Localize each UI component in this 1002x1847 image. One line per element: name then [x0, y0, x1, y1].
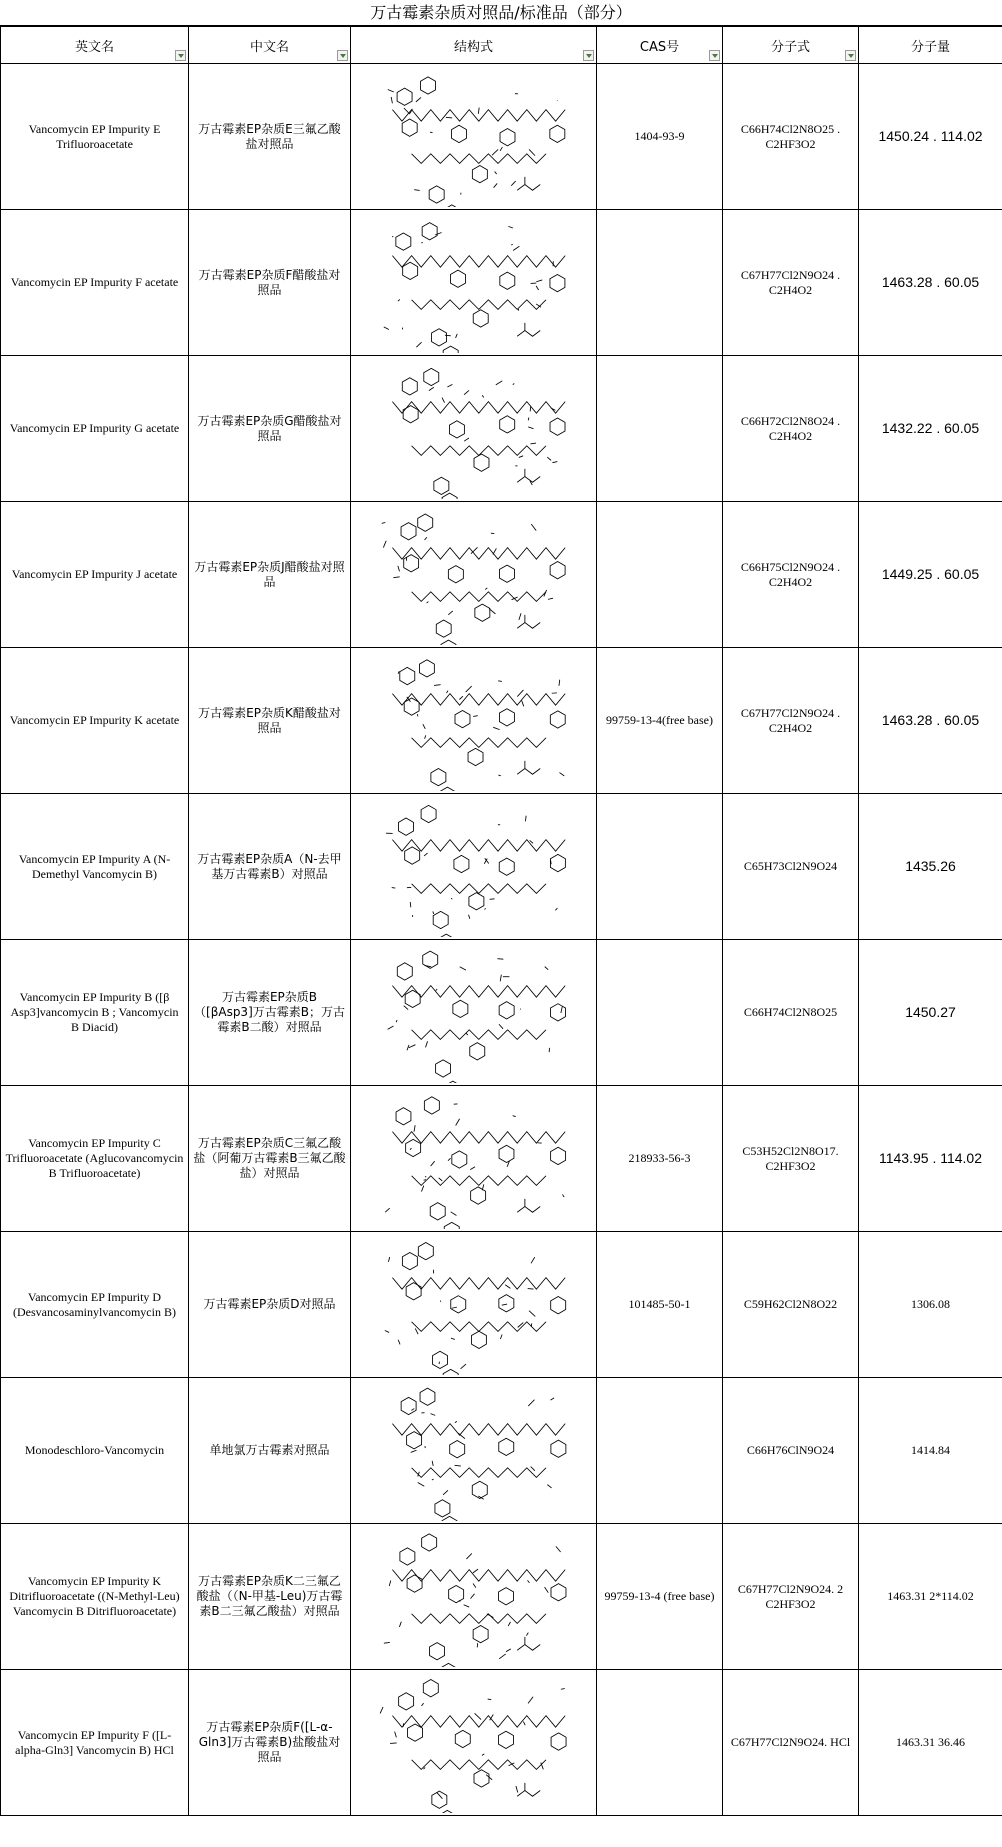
chinese-name-cell[interactable]: 万古霉素EP杂质D对照品: [189, 1232, 351, 1378]
impurity-table: [0, 26, 1002, 1816]
formula-cell[interactable]: C67H77Cl2N9O24 . C2H4O2: [723, 648, 859, 794]
filter-dropdown-icon[interactable]: [583, 50, 594, 61]
cas-cell[interactable]: 1404-93-9: [597, 64, 723, 210]
cas-cell[interactable]: 99759-13-4 (free base): [597, 1524, 723, 1670]
column-header-cas: [597, 27, 723, 64]
header-label: 分子式: [770, 39, 810, 55]
column-header-molecular-weight: [859, 27, 1002, 64]
table-row: [1, 356, 1002, 502]
cas-cell[interactable]: [597, 794, 723, 940]
table-row: [1, 210, 1002, 356]
english-name-cell[interactable]: Vancomycin EP Impurity G acetate: [1, 356, 189, 502]
molecular-weight-cell[interactable]: 1463.31 36.46: [859, 1670, 1002, 1816]
formula-cell[interactable]: C67H77Cl2N9O24. HCl: [723, 1670, 859, 1816]
chemical-structure-image: [354, 359, 594, 499]
formula-cell[interactable]: C59H62Cl2N8O22: [723, 1232, 859, 1378]
table-row: [1, 1524, 1002, 1670]
chinese-name-cell[interactable]: 万古霉素EP杂质F([L-α-Gln3]万古霉素B)盐酸盐对照品: [189, 1670, 351, 1816]
table-row: [1, 940, 1002, 1086]
english-name-cell[interactable]: Vancomycin EP Impurity F ([L-alpha-Gln3] Vancomycin B) HCl: [1, 1670, 189, 1816]
english-name-cell[interactable]: Vancomycin EP Impurity K Ditrifluoroacetate ((N-Methyl-Leu) Vancomycin B Ditrifluoroacetate): [1, 1524, 189, 1670]
cas-cell[interactable]: [597, 356, 723, 502]
chemical-structure-image: [354, 651, 594, 791]
formula-cell[interactable]: C65H73Cl2N9O24: [723, 794, 859, 940]
chemical-structure-image: [354, 1527, 594, 1667]
column-header-formula: [723, 27, 859, 64]
structure-cell[interactable]: [351, 794, 597, 940]
filter-dropdown-icon[interactable]: [709, 50, 720, 61]
english-name-cell[interactable]: Vancomycin EP Impurity C Trifluoroacetate (Aglucovancomycin B Trifluoroacetate): [1, 1086, 189, 1232]
chinese-name-cell[interactable]: 万古霉素EP杂质A（N-去甲基万古霉素B）对照品: [189, 794, 351, 940]
structure-cell[interactable]: [351, 1232, 597, 1378]
chemical-structure-image: [354, 505, 594, 645]
cas-cell[interactable]: 101485-50-1: [597, 1232, 723, 1378]
english-name-cell[interactable]: Vancomycin EP Impurity B ([β Asp3]vancomycin B ; Vancomycin B Diacid): [1, 940, 189, 1086]
structure-cell[interactable]: [351, 502, 597, 648]
filter-dropdown-icon[interactable]: [337, 50, 348, 61]
formula-cell[interactable]: C66H74Cl2N8O25: [723, 940, 859, 1086]
chinese-name-cell[interactable]: 万古霉素EP杂质C三氟乙酸盐（阿葡万古霉素B三氟乙酸盐）对照品: [189, 1086, 351, 1232]
cas-cell[interactable]: [597, 1670, 723, 1816]
header-label: 分子量: [910, 39, 950, 55]
chemical-structure-image: [354, 67, 594, 207]
table-row: [1, 64, 1002, 210]
filter-dropdown-icon[interactable]: [845, 50, 856, 61]
column-header-chinese-name: [189, 27, 351, 64]
cas-cell[interactable]: [597, 940, 723, 1086]
formula-cell[interactable]: C66H72Cl2N8O24 . C2H4O2: [723, 356, 859, 502]
chinese-name-cell[interactable]: 万古霉素EP杂质J醋酸盐对照品: [189, 502, 351, 648]
header-row: [1, 27, 1002, 64]
chemical-structure-image: [354, 1089, 594, 1229]
english-name-cell[interactable]: Monodeschloro-Vancomycin: [1, 1378, 189, 1524]
molecular-weight-cell[interactable]: 1435.26: [859, 794, 1002, 940]
chemical-structure-image: [354, 943, 594, 1083]
molecular-weight-cell[interactable]: 1463.28 . 60.05: [859, 210, 1002, 356]
formula-cell[interactable]: C53H52Cl2N8O17. C2HF3O2: [723, 1086, 859, 1232]
structure-cell[interactable]: [351, 356, 597, 502]
cas-cell[interactable]: 99759-13-4(free base): [597, 648, 723, 794]
english-name-cell[interactable]: Vancomycin EP Impurity J acetate: [1, 502, 189, 648]
english-name-cell[interactable]: Vancomycin EP Impurity A (N-Demethyl Vancomycin B): [1, 794, 189, 940]
formula-cell[interactable]: C66H74Cl2N8O25 . C2HF3O2: [723, 64, 859, 210]
structure-cell[interactable]: [351, 64, 597, 210]
chinese-name-cell[interactable]: 万古霉素EP杂质G醋酸盐对照品: [189, 356, 351, 502]
header-label: CAS号: [639, 39, 680, 55]
table-row: [1, 1086, 1002, 1232]
table-row: [1, 648, 1002, 794]
structure-cell[interactable]: [351, 1086, 597, 1232]
molecular-weight-cell[interactable]: 1463.28 . 60.05: [859, 648, 1002, 794]
structure-cell[interactable]: [351, 940, 597, 1086]
cas-cell[interactable]: [597, 502, 723, 648]
table-row: [1, 794, 1002, 940]
table-row: [1, 1378, 1002, 1524]
molecular-weight-cell[interactable]: 1306.08: [859, 1232, 1002, 1378]
structure-cell[interactable]: [351, 1670, 597, 1816]
column-header-english-name: [1, 27, 189, 64]
chinese-name-cell[interactable]: 万古霉素EP杂质K醋酸盐对照品: [189, 648, 351, 794]
table-row: [1, 1232, 1002, 1378]
chinese-name-cell[interactable]: 万古霉素EP杂质E三氟乙酸盐对照品: [189, 64, 351, 210]
table-row: [1, 502, 1002, 648]
sheet-title: 万古霉素杂质对照品/标准品（部分）: [0, 0, 1002, 26]
table-row: [1, 1670, 1002, 1816]
header-label: 结构式: [453, 39, 493, 55]
english-name-cell[interactable]: Vancomycin EP Impurity E Trifluoroacetate: [1, 64, 189, 210]
molecular-weight-cell[interactable]: 1449.25 . 60.05: [859, 502, 1002, 648]
molecular-weight-cell[interactable]: 1414.84: [859, 1378, 1002, 1524]
chemical-structure-image: [354, 1235, 594, 1375]
formula-cell[interactable]: C67H77Cl2N9O24 . C2H4O2: [723, 210, 859, 356]
chemical-structure-image: [354, 797, 594, 937]
molecular-weight-cell[interactable]: 1450.24 . 114.02: [859, 64, 1002, 210]
chemical-structure-image: [354, 1381, 594, 1521]
structure-cell[interactable]: [351, 1524, 597, 1670]
chinese-name-cell[interactable]: 万古霉素EP杂质B（[βAsp3]万古霉素B；万古霉素B二酸）对照品: [189, 940, 351, 1086]
molecular-weight-cell[interactable]: 1143.95 . 114.02: [859, 1086, 1002, 1232]
chinese-name-cell[interactable]: 万古霉素EP杂质K二三氟乙酸盐（（N-甲基-Leu)万古霉素B二三氟乙酸盐）对照品: [189, 1524, 351, 1670]
structure-cell[interactable]: [351, 210, 597, 356]
column-header-structure: [351, 27, 597, 64]
cas-cell[interactable]: 218933-56-3: [597, 1086, 723, 1232]
formula-cell[interactable]: C66H76ClN9O24: [723, 1378, 859, 1524]
cas-cell[interactable]: [597, 1378, 723, 1524]
formula-cell[interactable]: C67H77Cl2N9O24. 2 C2HF3O2: [723, 1524, 859, 1670]
chinese-name-cell[interactable]: 万古霉素EP杂质F醋酸盐对照品: [189, 210, 351, 356]
header-label: 英文名: [74, 39, 114, 55]
header-label: 中文名: [249, 39, 289, 55]
molecular-weight-cell[interactable]: 1450.27: [859, 940, 1002, 1086]
molecular-weight-cell[interactable]: 1432.22 . 60.05: [859, 356, 1002, 502]
chemical-structure-image: [354, 213, 594, 353]
filter-dropdown-icon[interactable]: [175, 50, 186, 61]
chinese-name-cell[interactable]: 单地氯万古霉素对照品: [189, 1378, 351, 1524]
structure-cell[interactable]: [351, 1378, 597, 1524]
molecular-weight-cell[interactable]: 1463.31 2*114.02: [859, 1524, 1002, 1670]
english-name-cell[interactable]: Vancomycin EP Impurity F acetate: [1, 210, 189, 356]
formula-cell[interactable]: C66H75Cl2N9O24 . C2H4O2: [723, 502, 859, 648]
english-name-cell[interactable]: Vancomycin EP Impurity D (Desvancosaminylvancomycin B): [1, 1232, 189, 1378]
chemical-structure-image: [354, 1673, 594, 1813]
english-name-cell[interactable]: Vancomycin EP Impurity K acetate: [1, 648, 189, 794]
cas-cell[interactable]: [597, 210, 723, 356]
structure-cell[interactable]: [351, 648, 597, 794]
